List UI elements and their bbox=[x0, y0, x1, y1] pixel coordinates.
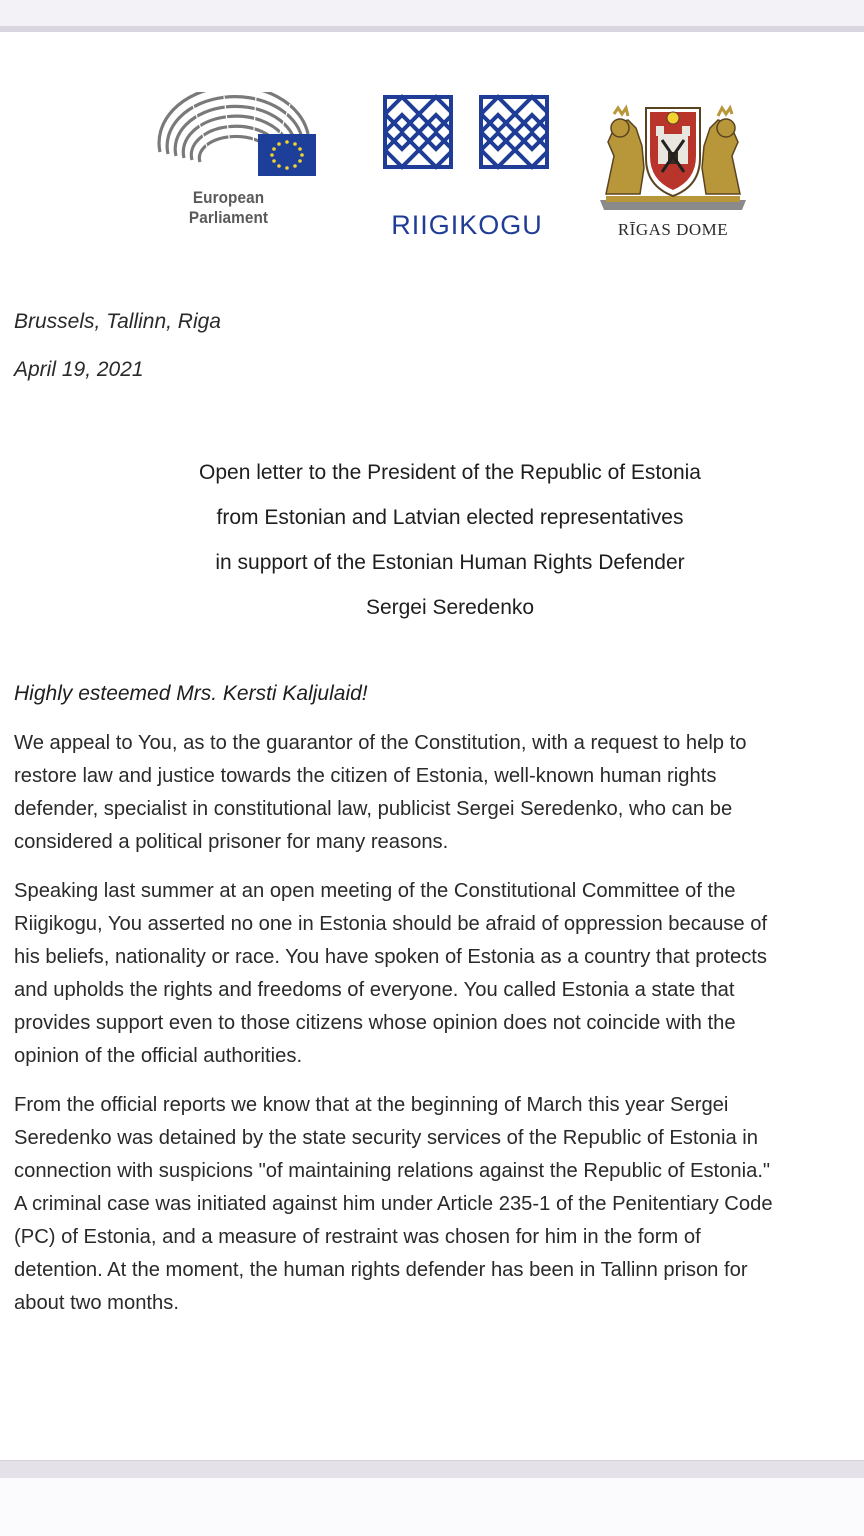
paragraph-line: restore law and justice towards the citizen of Estonia, well-known human rights bbox=[14, 765, 717, 787]
riigikogu-logo bbox=[382, 94, 552, 240]
letter-page bbox=[0, 32, 864, 1460]
paragraph-line: about two months. bbox=[14, 1292, 179, 1314]
letter-date: April 19, 2021 bbox=[14, 358, 144, 381]
rigas-dome-logo bbox=[596, 94, 750, 239]
viewer-top-bar bbox=[0, 0, 864, 32]
european-parliament-logo bbox=[152, 92, 322, 227]
paragraph-line: his beliefs, nationality or race. You have spoken of Estonia as a country that protects bbox=[14, 946, 767, 968]
letter-salutation: Highly esteemed Mrs. Kersti Kaljulaid! bbox=[14, 682, 368, 705]
riigikogu-pattern-icon bbox=[382, 94, 552, 204]
title-line: Open letter to the President of the Republic of Estonia bbox=[199, 461, 701, 484]
rigas-dome-coat-of-arms-icon bbox=[596, 94, 750, 218]
paragraph-line: opinion of the official authorities. bbox=[14, 1045, 303, 1067]
body-paragraph bbox=[14, 875, 864, 1073]
paragraph-line: Seredenko was detained by the state security services of the Republic of Estonia in bbox=[14, 1127, 758, 1149]
paragraph-line: considered a political prisoner for many reasons. bbox=[14, 831, 449, 853]
paragraph-line: A criminal case was initiated against him under Article 235-1 of the Penitentiary Code bbox=[14, 1193, 773, 1215]
viewer-background bbox=[0, 1478, 864, 1536]
paragraph-line: detention. At the moment, the human rights defender has been in Tallinn prison for bbox=[14, 1259, 748, 1281]
rigas-dome-caption: RĪGAS DOME bbox=[617, 220, 729, 239]
paragraph-line: connection with suspicions "of maintaining relations against the Republic of Estonia." bbox=[14, 1160, 771, 1182]
paragraph-line: Speaking last summer at an open meeting of the Constitutional Committee of the bbox=[14, 880, 736, 902]
title-line: Sergei Seredenko bbox=[365, 596, 535, 619]
paragraph-line: provides support even to those citizens whose opinion does not coincide with the bbox=[14, 1012, 736, 1034]
letter-place: Brussels, Tallinn, Riga bbox=[14, 310, 221, 333]
european-parliament-emblem-icon bbox=[152, 92, 322, 188]
paragraph-line: Riigikogu, You asserted no one in Estonia should be afraid of oppression because of bbox=[14, 913, 768, 935]
letter-title bbox=[0, 450, 864, 630]
european-parliament-caption: European Parliament bbox=[188, 188, 269, 227]
paragraph-line: and upholds the rights and freedoms of everyone. You called Estonia a state that bbox=[14, 979, 735, 1001]
paragraph-line: We appeal to You, as to the guarantor of the Constitution, with a request to help to bbox=[14, 732, 747, 754]
body-paragraph bbox=[14, 1089, 864, 1320]
viewer-bottom-bar bbox=[0, 1460, 864, 1479]
riigikogu-caption: RIIGIKOGU bbox=[391, 210, 543, 240]
title-line: in support of the Estonian Human Rights Defender bbox=[215, 551, 685, 574]
body-paragraph bbox=[14, 727, 864, 859]
paragraph-line: (PC) of Estonia, and a measure of restraint was chosen for him in the form of bbox=[14, 1226, 701, 1248]
title-line: from Estonian and Latvian elected representatives bbox=[216, 506, 684, 529]
paragraph-line: defender, specialist in constitutional law, publicist Sergei Seredenko, who can be bbox=[14, 798, 733, 820]
paragraph-line: From the official reports we know that at the beginning of March this year Sergei bbox=[14, 1094, 729, 1116]
